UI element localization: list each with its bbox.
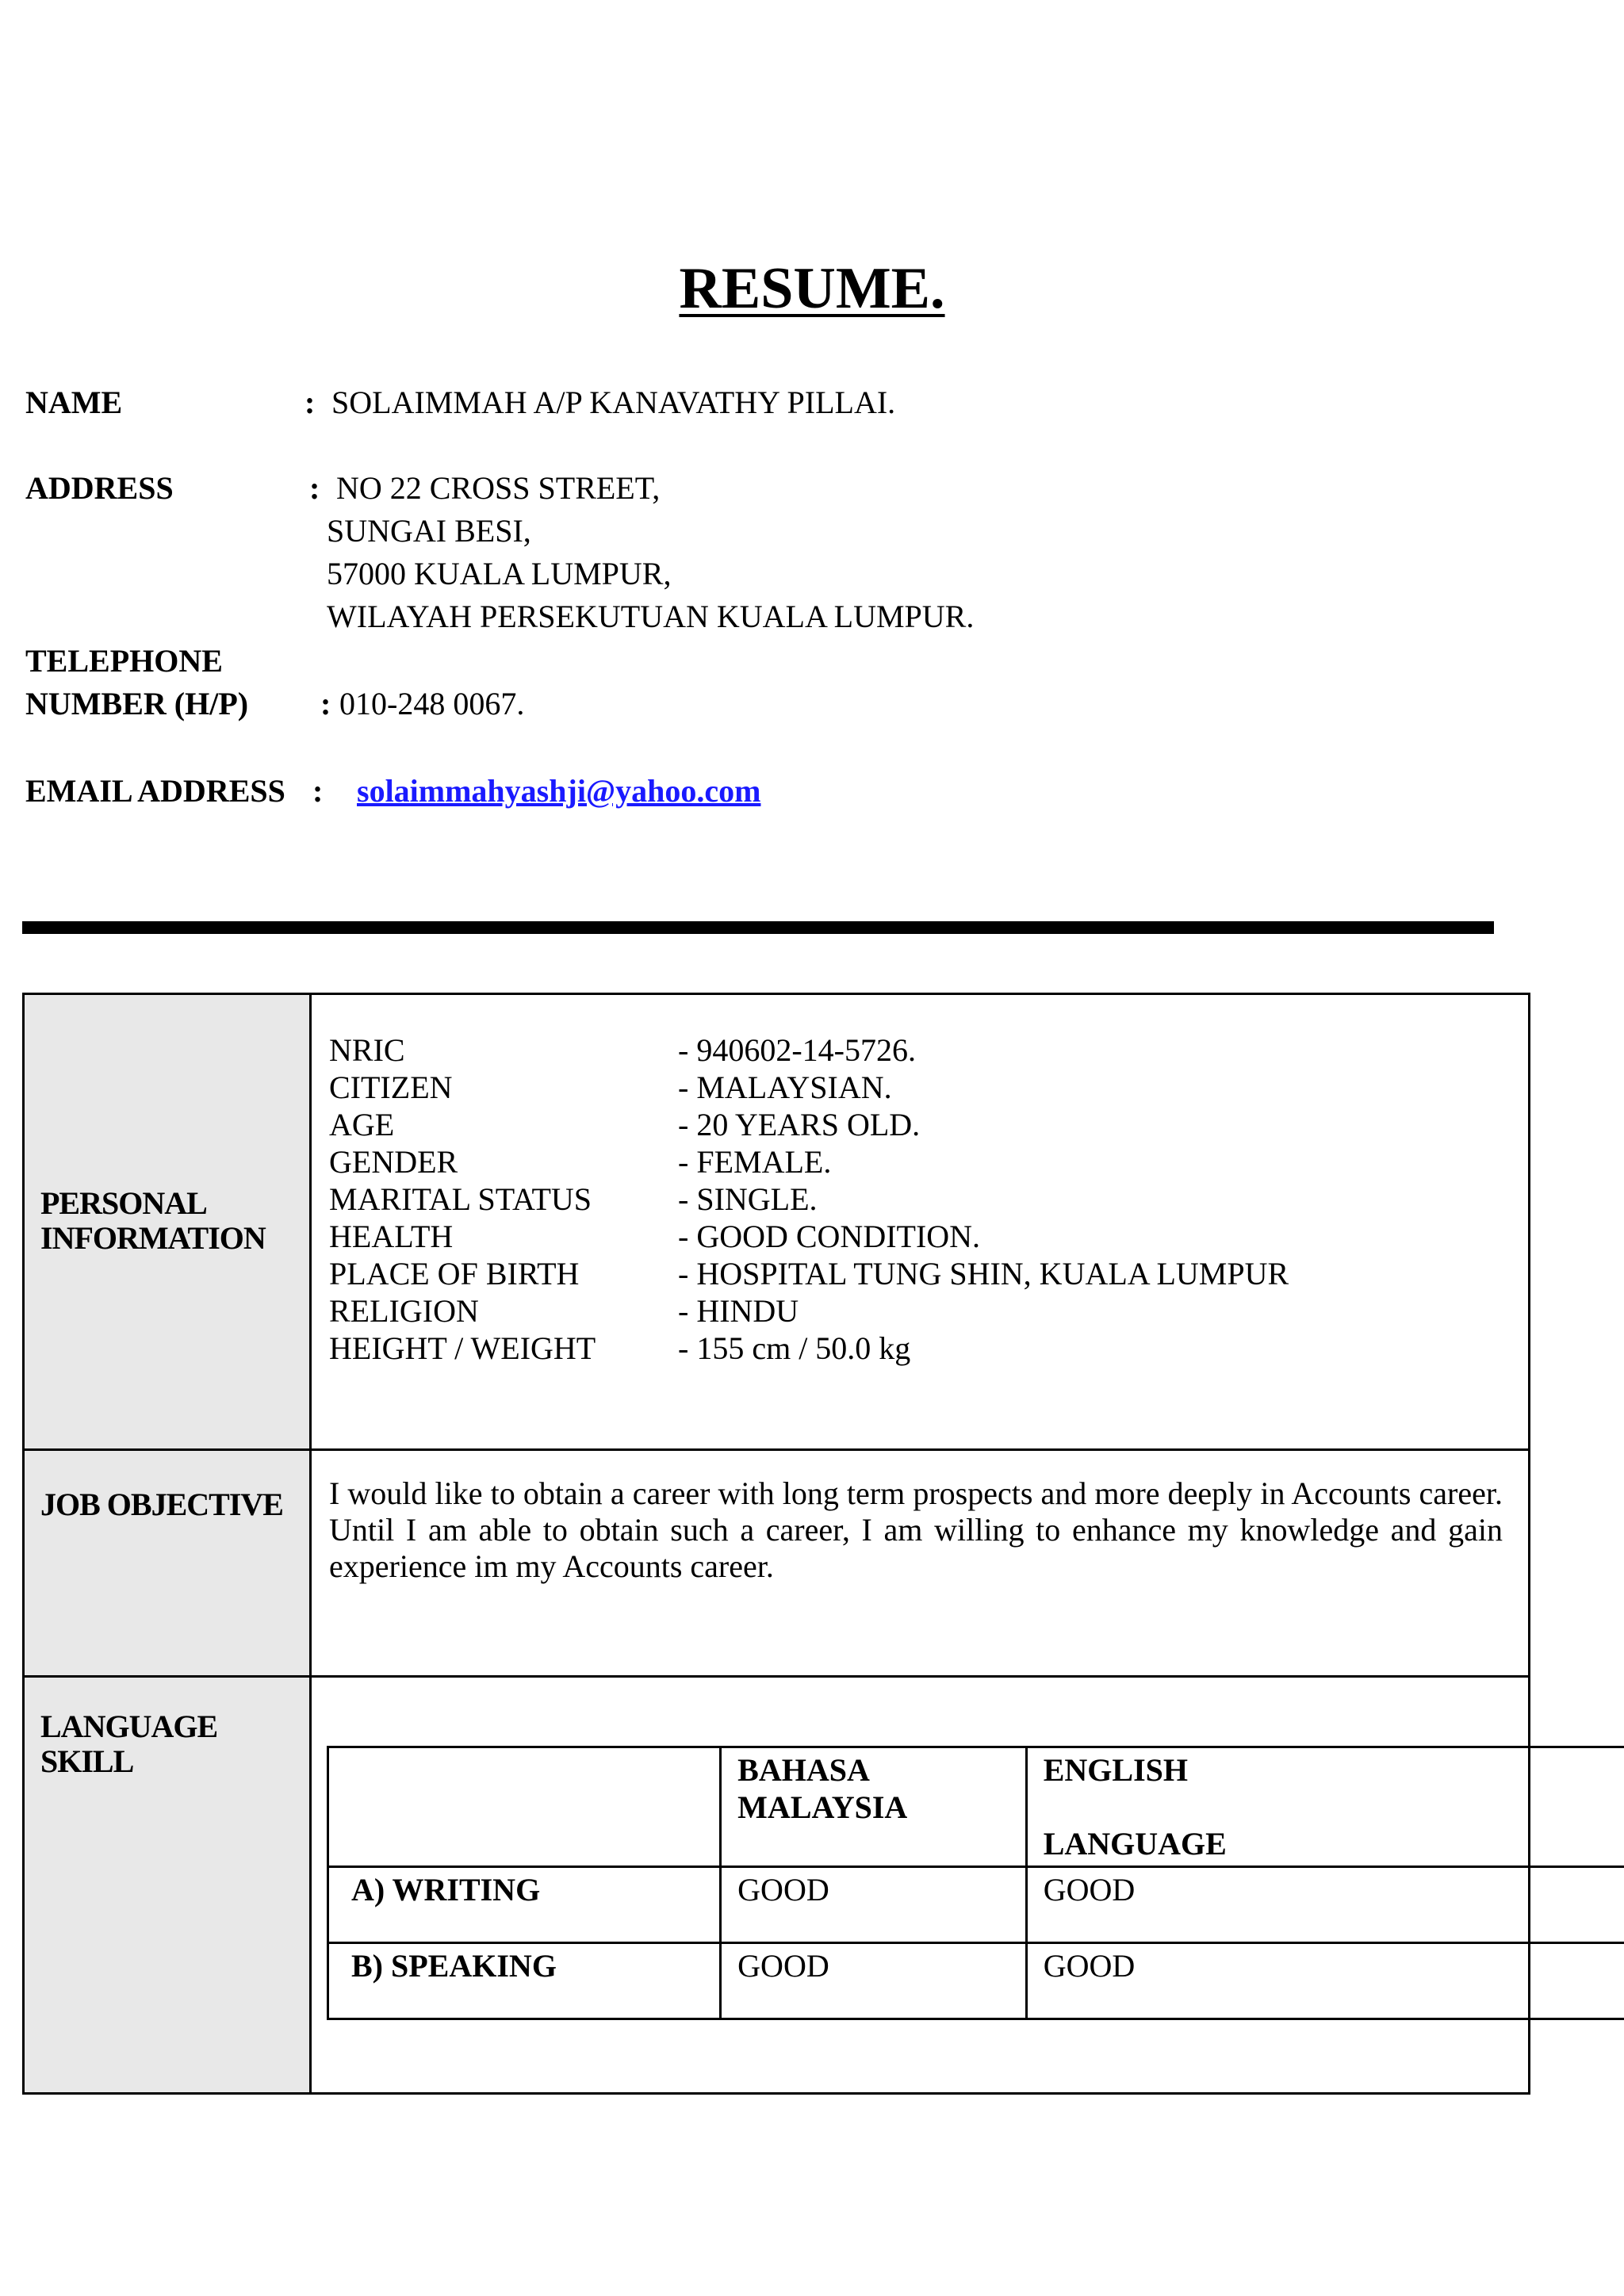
personal-key: HEIGHT / WEIGHT xyxy=(329,1330,596,1366)
row-divider xyxy=(25,1675,1528,1678)
address-separator: : xyxy=(309,470,320,506)
label-column xyxy=(25,995,312,2092)
address-line-2: SUNGAI BESI, xyxy=(327,513,531,549)
personal-value: - GOOD CONDITION. xyxy=(678,1219,981,1254)
language-header-english xyxy=(1026,1747,1624,1867)
skill-en-cell: GOOD xyxy=(1026,1867,1624,1943)
personal-key: PLACE OF BIRTH xyxy=(329,1256,580,1292)
personal-key: GENDER xyxy=(329,1144,458,1180)
language-header-bm-line-2: MALAYSIA xyxy=(737,1789,908,1825)
language-header-en-line-2: LANGUAGE xyxy=(1043,1826,1227,1862)
language-skill-label-line-1: LANGUAGE xyxy=(40,1709,218,1744)
language-table-header-row xyxy=(328,1747,1624,1867)
skill-name-cell: A) WRITING xyxy=(328,1867,721,1943)
telephone-label-line-2: NUMBER (H/P) xyxy=(25,686,249,721)
language-header-en-line-1: ENGLISH xyxy=(1043,1752,1189,1788)
personal-key: AGE xyxy=(329,1107,395,1142)
personal-key: HEALTH xyxy=(329,1219,454,1254)
personal-value: - 20 YEARS OLD. xyxy=(678,1107,921,1142)
language-header-bm-line-1: BAHASA xyxy=(737,1752,870,1788)
personal-key: CITIZEN xyxy=(329,1070,453,1105)
language-header-spacer xyxy=(1044,1789,1624,1825)
table-row xyxy=(328,1943,1624,2019)
address-line-1: NO 22 CROSS STREET, xyxy=(336,470,661,506)
telephone-label-line-1: TELEPHONE xyxy=(25,643,223,679)
email-link[interactable]: solaimmahyashji@yahoo.com xyxy=(357,773,761,809)
address-line-4: WILAYAH PERSEKUTUAN KUALA LUMPUR. xyxy=(327,599,975,634)
personal-info-label-line-1: PERSONAL xyxy=(40,1185,207,1221)
personal-value: - HOSPITAL TUNG SHIN, KUALA LUMPUR xyxy=(678,1256,1289,1292)
personal-value: - MALAYSIAN. xyxy=(678,1070,892,1105)
language-header-bahasa-malaysia xyxy=(721,1747,1027,1867)
personal-value: - 940602-14-5726. xyxy=(678,1032,916,1068)
language-skill-label-line-2: SKILL xyxy=(40,1743,134,1779)
name-label: NAME xyxy=(25,385,123,420)
personal-value: - SINGLE. xyxy=(678,1181,818,1217)
job-objective-label: JOB OBJECTIVE xyxy=(40,1487,283,1522)
table-row xyxy=(328,1867,1624,1943)
name-value: SOLAIMMAH A/P KANAVATHY PILLAI. xyxy=(331,385,896,420)
skill-bm-cell: GOOD xyxy=(721,1867,1027,1943)
address-line-3: 57000 KUALA LUMPUR, xyxy=(327,556,672,591)
skill-en-cell: GOOD xyxy=(1026,1943,1624,2019)
skill-bm-cell: GOOD xyxy=(721,1943,1027,2019)
personal-key: RELIGION xyxy=(329,1293,479,1329)
language-table-corner-cell xyxy=(328,1747,721,1867)
personal-key: MARITAL STATUS xyxy=(329,1181,592,1217)
skill-name-cell: B) SPEAKING xyxy=(328,1943,721,2019)
telephone-value: 010-248 0067. xyxy=(339,686,525,721)
page-title: RESUME. xyxy=(679,256,945,321)
row-divider xyxy=(25,1448,1528,1451)
personal-value: - FEMALE. xyxy=(678,1144,832,1180)
personal-info-label-line-2: INFORMATION xyxy=(40,1220,266,1256)
email-separator: : xyxy=(312,773,324,809)
job-objective-text: I would like to obtain a career with long term prospects and more deeply in Accounts career. Until I am able to obtain such a career, I am willing to enhance my knowledge and gain experience im my Accounts career. xyxy=(329,1475,1503,1584)
personal-key: NRIC xyxy=(329,1032,405,1068)
section-divider xyxy=(22,921,1494,934)
address-label: ADDRESS xyxy=(25,470,174,506)
telephone-separator: : xyxy=(320,686,331,721)
email-label: EMAIL ADDRESS xyxy=(25,773,285,809)
personal-value: - 155 cm / 50.0 kg xyxy=(678,1330,911,1366)
personal-value: - HINDU xyxy=(678,1293,799,1329)
language-skill-table xyxy=(327,1746,1624,2020)
name-separator: : xyxy=(304,385,316,420)
